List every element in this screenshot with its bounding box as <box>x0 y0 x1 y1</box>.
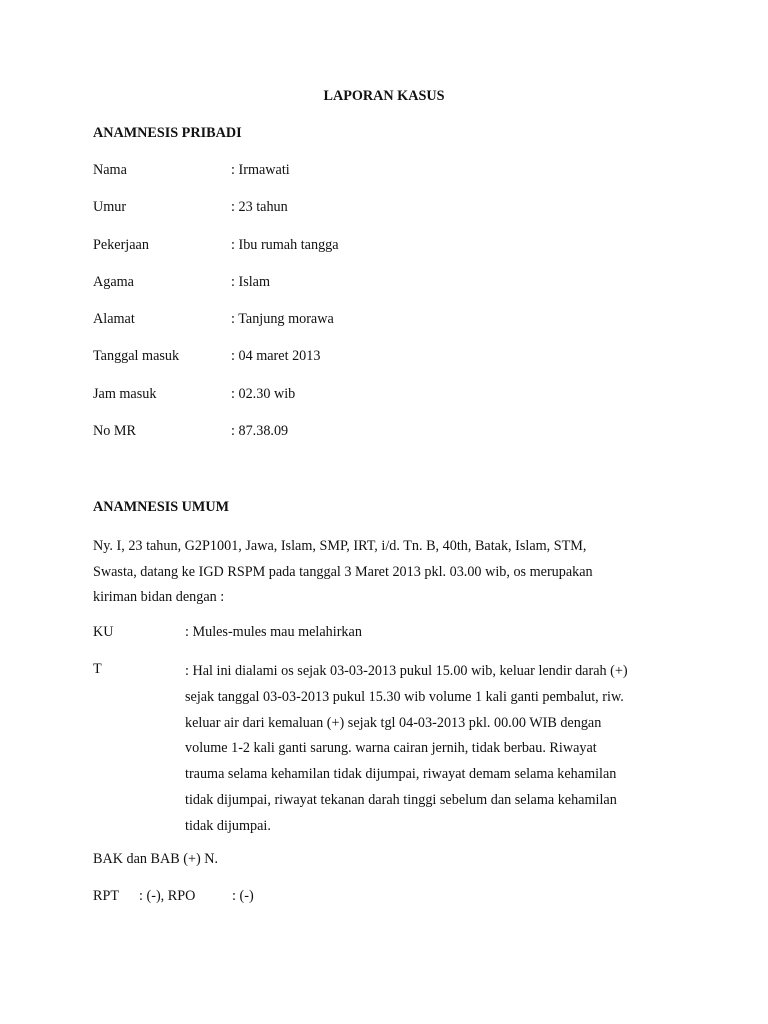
t-line: volume 1-2 kali ganti sarung. warna cairan jernih, tidak berbau. Riwayat <box>185 740 597 757</box>
bak-bab-line: BAK dan BAB (+) N. <box>93 851 219 867</box>
t-line: sejak tanggal 03-03-2013 pukul 15.30 wib volume 1 kali ganti pembalut, riw. <box>185 688 624 705</box>
field-row-nama <box>93 160 653 197</box>
field-row-pekerjaan <box>93 235 653 272</box>
intro-line: kiriman bidan dengan : <box>93 589 225 605</box>
field-row-agama <box>93 272 653 309</box>
intro-paragraph <box>93 534 693 611</box>
document-title: LAPORAN KASUS <box>323 88 445 104</box>
t-line: keluar air dari kemaluan (+) sejak tgl 04-03-2013 pkl. 00.00 WIB dengan <box>185 714 602 731</box>
field-row-alamat <box>93 309 653 346</box>
field-value: : Ibu rumah tangga <box>231 236 339 253</box>
rpo-value: : (-) <box>232 888 254 904</box>
field-label: Umur <box>93 199 127 216</box>
field-row-tanggal-masuk <box>93 346 653 383</box>
field-label: Jam masuk <box>93 385 157 402</box>
field-value: : Islam <box>231 273 271 290</box>
section-heading-personal: ANAMNESIS PRIBADI <box>93 125 242 141</box>
field-label: No MR <box>93 423 136 440</box>
field-label: Agama <box>93 273 134 290</box>
field-value: : Irmawati <box>231 162 290 178</box>
section-heading-general: ANAMNESIS UMUM <box>93 499 229 515</box>
t-line: tidak dijumpai, riwayat tekanan darah tinggi sebelum dan selama kehamilan <box>185 791 617 808</box>
intro-line: Ny. I, 23 tahun, G2P1001, Jawa, Islam, SMP, IRT, i/d. Tn. B, 40th, Batak, Islam, STM, <box>93 538 587 554</box>
field-label: Alamat <box>93 311 135 328</box>
t-line: trauma selama kehamilan tidak dijumpai, riwayat demam selama kehamilan <box>185 766 617 783</box>
ku-label: KU <box>93 624 114 640</box>
field-row-jam-masuk <box>93 384 653 421</box>
field-label: Pekerjaan <box>93 236 149 253</box>
field-row-umur <box>93 197 653 234</box>
field-value: : 04 maret 2013 <box>231 348 321 365</box>
field-value: : Tanjung morawa <box>231 311 334 328</box>
t-paragraph <box>185 659 725 840</box>
rpt-label: RPT <box>93 888 120 904</box>
intro-line: Swasta, datang ke IGD RSPM pada tanggal 3 Maret 2013 pkl. 03.00 wib, os merupakan <box>93 563 593 580</box>
field-value: : 87.38.09 <box>231 423 289 440</box>
t-label: T <box>93 661 102 677</box>
ku-value: : Mules-mules mau melahirkan <box>185 624 362 640</box>
t-line: tidak dijumpai. <box>185 817 271 834</box>
field-label: Nama <box>93 162 127 178</box>
t-line: : Hal ini dialami os sejak 03-03-2013 pukul 15.00 wib, keluar lendir darah (+) <box>185 663 628 679</box>
personal-fields <box>93 160 653 458</box>
rpt-value: : (-), RPO <box>139 888 196 904</box>
field-value: : 02.30 wib <box>231 385 296 402</box>
field-label: Tanggal masuk <box>93 348 180 365</box>
field-row-no-mr <box>93 421 653 458</box>
field-value: : 23 tahun <box>231 199 288 216</box>
